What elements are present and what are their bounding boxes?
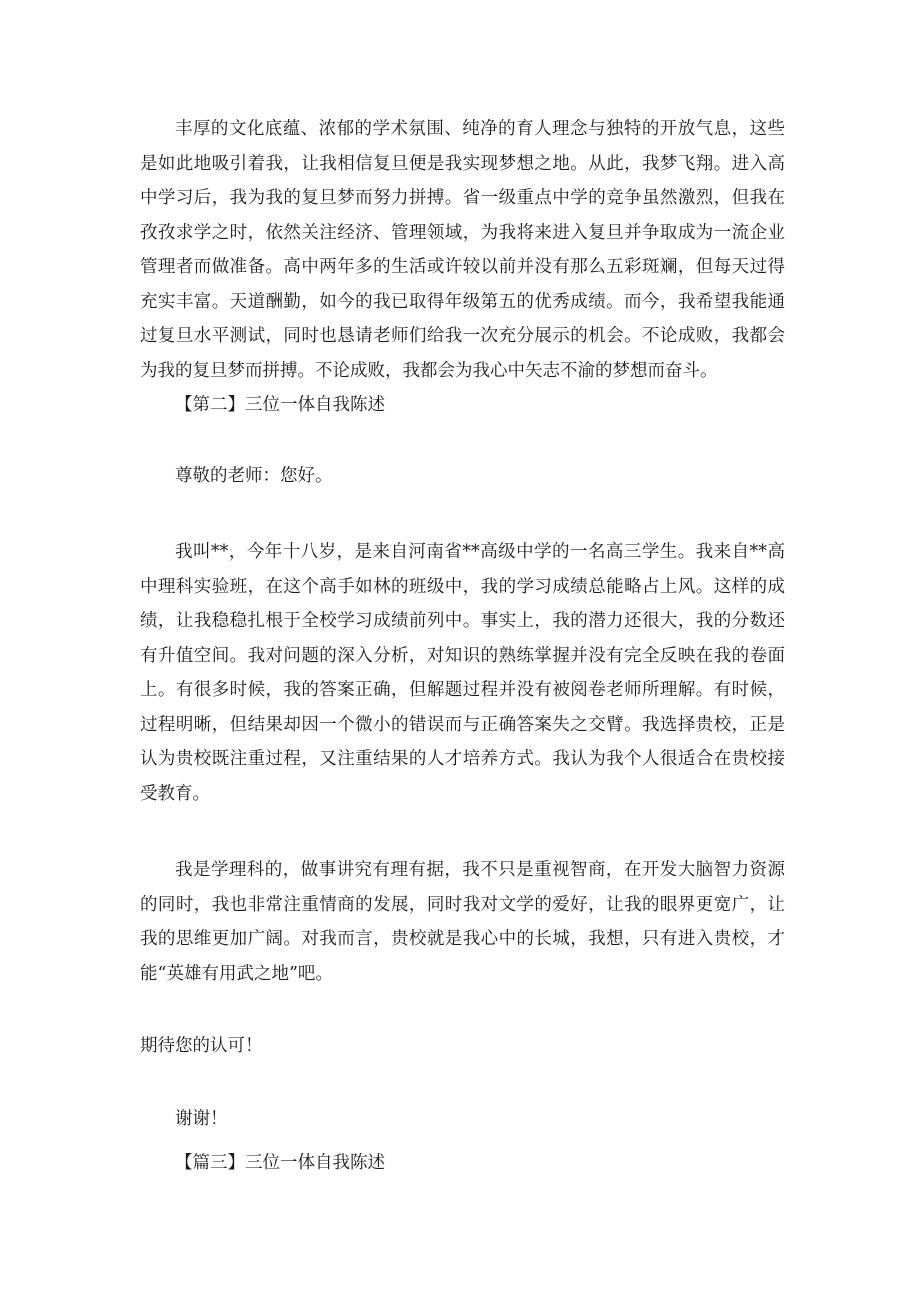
thanks: 谢谢！ [175, 1108, 228, 1129]
section-two-title: 【第二】三位一体自我陈述 [175, 395, 385, 415]
greeting: 尊敬的老师：您好。 [175, 465, 333, 486]
paragraph-two: 我是学理科的，做事讲究有理有据，我不只是重视智商，在开发大脑智力资源的同时，我也非常注重情商的发展，同时我对文学的爱好，让我的眼界更宽广，让我的思维更加广阔。对我而言，贵校就是我心中的长城，我想，只有进入贵校，才能“英雄有用武之地”吧。 [140, 860, 785, 984]
intro-paragraph: 丰厚的文化底蕴、浓郁的学术氛围、纯净的育人理念与独特的开放气息，这些是如此地吸引着我，让我相信复旦便是我实现梦想之地。从此，我梦飞翔。进入高中学习后，我为我的复旦梦而努力拼搏。省一级重点中学的竞争虽然激烈，但我在孜孜求学之时，依然关注经济、管理领域，为我将来进入复旦并争取成为一流企业管理者而做准备。高中两年多的生活或许较以前并没有那么五彩斑斓，但每天过得充实丰富。天道酬勤，如今的我已取得年级第五的优秀成绩。而今，我希望我能通过复旦水平测试，同时也恳请老师们给我一次充分展示的机会。不论成败，我都会为我的复旦梦而拼搏。不论成败，我都会为我心中矢志不渝的梦想而奋斗。 [140, 119, 785, 381]
section-three-title: 【篇三】三位一体自我陈述 [175, 1153, 385, 1173]
closing-wish: 期待您的认可！ [140, 1036, 263, 1056]
paragraph-one: 我叫**，今年十八岁，是来自河南省**高级中学的一名高三学生。我来自**高中理科实验班，在这个高手如林的班级中，我的学习成绩总能略占上风。这样的成绩，让我稳稳扎根于全校学习成绩前列中。事实上，我的潜力还很大，我的分数还有升值空间。我对问题的深入分析，对知识的熟练掌握并没有完全反映在我的卷面上。有很多时候，我的答案正确，但解题过程并没有被阅卷老师所理解。有时候，过程明晰，但结果却因一个微小的错误而与正确答案失之交臂。我选择贵校，正是认为贵校既注重过程，又注重结果的人才培养方式。我认为我个人很适合在贵校接受教育。 [140, 542, 785, 804]
document-body [140, 112, 785, 1181]
